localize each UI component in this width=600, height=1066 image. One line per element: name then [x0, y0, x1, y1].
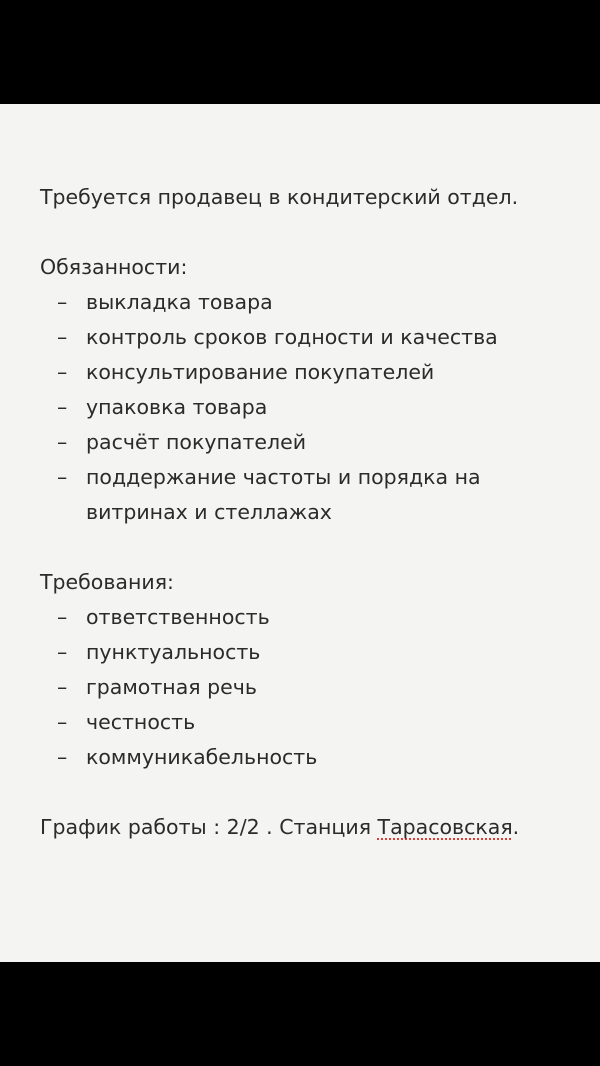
requirement-item	[40, 670, 590, 705]
duty-text-continuation: витринах и стеллажах	[86, 500, 332, 524]
spacer	[40, 775, 590, 810]
requirement-text: коммуникабельность	[86, 745, 318, 769]
duties-heading: Обязанности:	[40, 255, 188, 279]
spacer	[40, 215, 590, 250]
bullet-dash: –	[57, 290, 68, 314]
duty-item	[40, 285, 590, 320]
spacer	[40, 530, 590, 565]
bullet-dash: –	[57, 360, 68, 384]
station-name-misspelled[interactable]: Тарасовская	[377, 815, 513, 839]
requirement-item	[40, 740, 590, 775]
duty-item	[40, 355, 590, 390]
bullet-dash: –	[57, 465, 68, 489]
duty-item	[40, 390, 590, 425]
duty-text: консультирование покупателей	[86, 360, 435, 384]
bullet-dash: –	[57, 640, 68, 664]
intro-text: Требуется продавец в кондитерский отдел.	[40, 185, 519, 209]
bullet-dash: –	[57, 325, 68, 349]
requirement-item	[40, 705, 590, 740]
requirements-heading: Требования:	[40, 570, 174, 594]
note-page	[0, 104, 600, 962]
duty-item	[40, 425, 590, 460]
bullet-dash: –	[57, 710, 68, 734]
note-content	[40, 180, 590, 845]
schedule-line	[40, 810, 590, 845]
duty-item	[40, 460, 590, 495]
duty-text: поддержание частоты и порядка на	[86, 465, 481, 489]
requirement-text: грамотная речь	[86, 675, 257, 699]
bullet-dash: –	[57, 675, 68, 699]
bullet-dash: –	[57, 430, 68, 454]
schedule-prefix: График работы : 2/2 . Станция	[40, 815, 378, 839]
duty-text: контроль сроков годности и качества	[86, 325, 498, 349]
duty-text: расчёт покупателей	[86, 430, 307, 454]
requirement-text: честность	[86, 710, 196, 734]
requirement-text: ответственность	[86, 605, 270, 629]
requirement-item	[40, 635, 590, 670]
duty-item	[40, 320, 590, 355]
duty-text: упаковка товара	[86, 395, 268, 419]
duty-text: выкладка товара	[86, 290, 273, 314]
requirement-text: пунктуальность	[86, 640, 261, 664]
bullet-dash: –	[57, 395, 68, 419]
bullet-dash: –	[57, 745, 68, 769]
bullet-dash: –	[57, 605, 68, 629]
schedule-suffix: .	[512, 815, 520, 839]
requirement-item	[40, 600, 590, 635]
